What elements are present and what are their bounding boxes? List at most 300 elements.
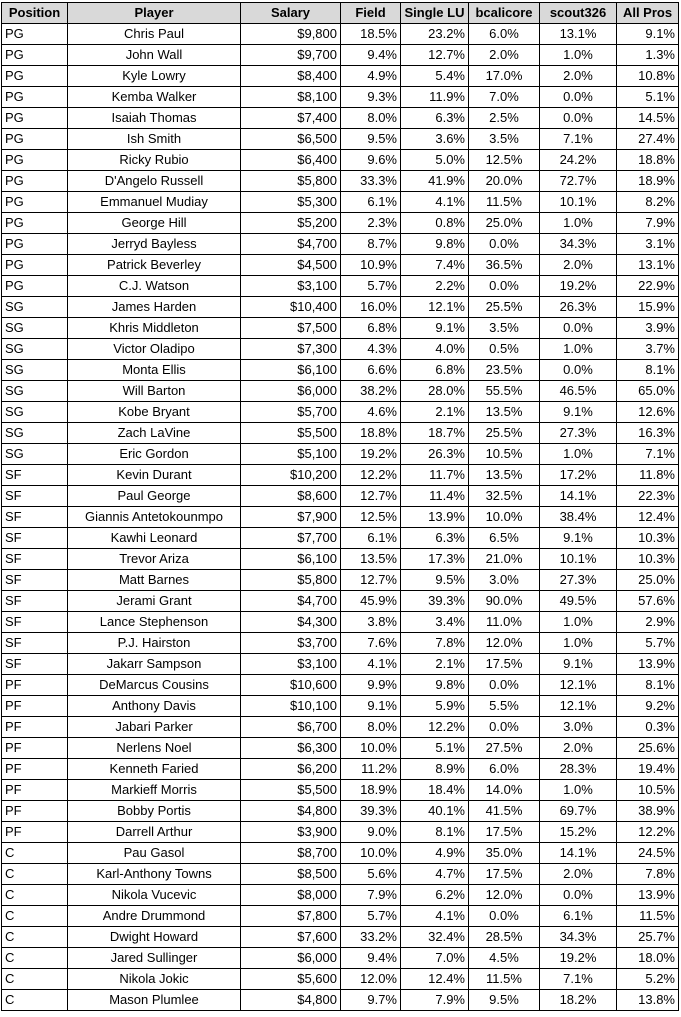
position-cell: PF [2, 717, 68, 738]
salary-cell: $4,300 [241, 612, 341, 633]
single-lu-cell: 39.3% [401, 591, 469, 612]
salary-cell: $3,100 [241, 276, 341, 297]
position-cell: SG [2, 402, 68, 423]
header-field: Field [341, 3, 401, 24]
bcalicore-cell: 12.5% [469, 150, 540, 171]
field-cell: 18.5% [341, 24, 401, 45]
all-pros-cell: 3.9% [617, 318, 679, 339]
player-cell: Monta Ellis [68, 360, 241, 381]
player-cell: Chris Paul [68, 24, 241, 45]
all-pros-cell: 13.9% [617, 654, 679, 675]
scout326-cell: 34.3% [540, 234, 617, 255]
all-pros-cell: 9.1% [617, 24, 679, 45]
single-lu-cell: 6.8% [401, 360, 469, 381]
salary-cell: $8,700 [241, 843, 341, 864]
player-cell: Jerami Grant [68, 591, 241, 612]
single-lu-cell: 5.1% [401, 738, 469, 759]
field-cell: 12.7% [341, 486, 401, 507]
single-lu-cell: 3.4% [401, 612, 469, 633]
scout326-cell: 6.1% [540, 906, 617, 927]
bcalicore-cell: 3.5% [469, 129, 540, 150]
bcalicore-cell: 41.5% [469, 801, 540, 822]
scout326-cell: 27.3% [540, 570, 617, 591]
position-cell: SF [2, 507, 68, 528]
single-lu-cell: 6.3% [401, 108, 469, 129]
field-cell: 12.5% [341, 507, 401, 528]
position-cell: PG [2, 234, 68, 255]
position-cell: SG [2, 444, 68, 465]
table-row [2, 339, 679, 360]
header-position: Position [2, 3, 68, 24]
position-cell: SG [2, 360, 68, 381]
field-cell: 13.5% [341, 549, 401, 570]
salary-cell: $5,700 [241, 402, 341, 423]
all-pros-cell: 13.8% [617, 990, 679, 1011]
field-cell: 9.5% [341, 129, 401, 150]
bcalicore-cell: 0.0% [469, 276, 540, 297]
player-cell: James Harden [68, 297, 241, 318]
scout326-cell: 1.0% [540, 633, 617, 654]
header-single-lu: Single LU [401, 3, 469, 24]
position-cell: PF [2, 801, 68, 822]
table-row [2, 612, 679, 633]
table-row [2, 717, 679, 738]
bcalicore-cell: 17.5% [469, 654, 540, 675]
player-cell: Giannis Antetokounmpo [68, 507, 241, 528]
single-lu-cell: 11.7% [401, 465, 469, 486]
salary-cell: $10,600 [241, 675, 341, 696]
position-cell: PF [2, 738, 68, 759]
field-cell: 11.2% [341, 759, 401, 780]
salary-cell: $7,800 [241, 906, 341, 927]
scout326-cell: 14.1% [540, 843, 617, 864]
field-cell: 5.6% [341, 864, 401, 885]
player-cell: P.J. Hairston [68, 633, 241, 654]
position-cell: SF [2, 570, 68, 591]
single-lu-cell: 12.4% [401, 969, 469, 990]
table-row [2, 738, 679, 759]
table-row [2, 486, 679, 507]
bcalicore-cell: 36.5% [469, 255, 540, 276]
all-pros-cell: 15.9% [617, 297, 679, 318]
player-cell: Nerlens Noel [68, 738, 241, 759]
all-pros-cell: 13.9% [617, 885, 679, 906]
player-cell: Ish Smith [68, 129, 241, 150]
player-cell: John Wall [68, 45, 241, 66]
position-cell: SG [2, 318, 68, 339]
position-cell: C [2, 906, 68, 927]
all-pros-cell: 7.8% [617, 864, 679, 885]
position-cell: C [2, 864, 68, 885]
player-cell: Kawhi Leonard [68, 528, 241, 549]
table-row [2, 759, 679, 780]
all-pros-cell: 1.3% [617, 45, 679, 66]
bcalicore-cell: 17.5% [469, 822, 540, 843]
salary-cell: $5,100 [241, 444, 341, 465]
player-cell: Kobe Bryant [68, 402, 241, 423]
scout326-cell: 1.0% [540, 444, 617, 465]
all-pros-cell: 10.5% [617, 780, 679, 801]
single-lu-cell: 17.3% [401, 549, 469, 570]
bcalicore-cell: 0.0% [469, 906, 540, 927]
single-lu-cell: 11.9% [401, 87, 469, 108]
field-cell: 9.4% [341, 45, 401, 66]
all-pros-cell: 5.7% [617, 633, 679, 654]
table-row [2, 570, 679, 591]
field-cell: 6.1% [341, 192, 401, 213]
player-cell: Trevor Ariza [68, 549, 241, 570]
table-row [2, 87, 679, 108]
single-lu-cell: 7.8% [401, 633, 469, 654]
position-cell: SG [2, 297, 68, 318]
all-pros-cell: 3.1% [617, 234, 679, 255]
field-cell: 10.0% [341, 843, 401, 864]
bcalicore-cell: 90.0% [469, 591, 540, 612]
scout326-cell: 14.1% [540, 486, 617, 507]
salary-cell: $7,300 [241, 339, 341, 360]
table-body [2, 24, 679, 1011]
table-row [2, 990, 679, 1011]
single-lu-cell: 40.1% [401, 801, 469, 822]
salary-cell: $3,900 [241, 822, 341, 843]
table-row [2, 633, 679, 654]
bcalicore-cell: 7.0% [469, 87, 540, 108]
all-pros-cell: 8.1% [617, 675, 679, 696]
table-row [2, 948, 679, 969]
player-cell: Darrell Arthur [68, 822, 241, 843]
field-cell: 45.9% [341, 591, 401, 612]
bcalicore-cell: 3.5% [469, 318, 540, 339]
bcalicore-cell: 9.5% [469, 990, 540, 1011]
all-pros-cell: 22.3% [617, 486, 679, 507]
ownership-table [1, 2, 679, 1011]
player-cell: Karl-Anthony Towns [68, 864, 241, 885]
player-cell: Jakarr Sampson [68, 654, 241, 675]
scout326-cell: 26.3% [540, 297, 617, 318]
bcalicore-cell: 25.5% [469, 297, 540, 318]
scout326-cell: 0.0% [540, 885, 617, 906]
position-cell: SF [2, 528, 68, 549]
scout326-cell: 0.0% [540, 87, 617, 108]
table-row [2, 927, 679, 948]
salary-cell: $8,500 [241, 864, 341, 885]
position-cell: C [2, 843, 68, 864]
table-row [2, 192, 679, 213]
header-salary: Salary [241, 3, 341, 24]
bcalicore-cell: 17.0% [469, 66, 540, 87]
table-row [2, 801, 679, 822]
player-cell: Jerryd Bayless [68, 234, 241, 255]
all-pros-cell: 2.9% [617, 612, 679, 633]
single-lu-cell: 18.7% [401, 423, 469, 444]
player-cell: Zach LaVine [68, 423, 241, 444]
field-cell: 16.0% [341, 297, 401, 318]
position-cell: PG [2, 192, 68, 213]
salary-cell: $9,700 [241, 45, 341, 66]
all-pros-cell: 5.2% [617, 969, 679, 990]
field-cell: 33.2% [341, 927, 401, 948]
all-pros-cell: 8.1% [617, 360, 679, 381]
position-cell: SF [2, 591, 68, 612]
table-row [2, 654, 679, 675]
scout326-cell: 34.3% [540, 927, 617, 948]
position-cell: PF [2, 822, 68, 843]
field-cell: 9.6% [341, 150, 401, 171]
single-lu-cell: 7.0% [401, 948, 469, 969]
bcalicore-cell: 0.5% [469, 339, 540, 360]
bcalicore-cell: 23.5% [469, 360, 540, 381]
all-pros-cell: 5.1% [617, 87, 679, 108]
bcalicore-cell: 25.5% [469, 423, 540, 444]
player-cell: Andre Drummond [68, 906, 241, 927]
bcalicore-cell: 11.5% [469, 969, 540, 990]
position-cell: PF [2, 675, 68, 696]
player-cell: D'Angelo Russell [68, 171, 241, 192]
table-row [2, 696, 679, 717]
scout326-cell: 9.1% [540, 654, 617, 675]
single-lu-cell: 26.3% [401, 444, 469, 465]
field-cell: 33.3% [341, 171, 401, 192]
player-cell: Kevin Durant [68, 465, 241, 486]
player-cell: George Hill [68, 213, 241, 234]
field-cell: 6.1% [341, 528, 401, 549]
all-pros-cell: 65.0% [617, 381, 679, 402]
all-pros-cell: 22.9% [617, 276, 679, 297]
single-lu-cell: 4.0% [401, 339, 469, 360]
player-cell: Kenneth Faried [68, 759, 241, 780]
player-cell: Nikola Jokic [68, 969, 241, 990]
scout326-cell: 69.7% [540, 801, 617, 822]
salary-cell: $7,500 [241, 318, 341, 339]
salary-cell: $10,400 [241, 297, 341, 318]
player-cell: Ricky Rubio [68, 150, 241, 171]
table-row [2, 864, 679, 885]
bcalicore-cell: 27.5% [469, 738, 540, 759]
player-cell: Emmanuel Mudiay [68, 192, 241, 213]
table-row [2, 381, 679, 402]
field-cell: 2.3% [341, 213, 401, 234]
salary-cell: $8,000 [241, 885, 341, 906]
bcalicore-cell: 0.0% [469, 234, 540, 255]
player-cell: Anthony Davis [68, 696, 241, 717]
bcalicore-cell: 21.0% [469, 549, 540, 570]
salary-cell: $5,800 [241, 171, 341, 192]
bcalicore-cell: 10.0% [469, 507, 540, 528]
bcalicore-cell: 32.5% [469, 486, 540, 507]
field-cell: 18.8% [341, 423, 401, 444]
scout326-cell: 2.0% [540, 864, 617, 885]
player-cell: Isaiah Thomas [68, 108, 241, 129]
salary-cell: $6,300 [241, 738, 341, 759]
field-cell: 12.2% [341, 465, 401, 486]
field-cell: 9.1% [341, 696, 401, 717]
bcalicore-cell: 28.5% [469, 927, 540, 948]
single-lu-cell: 12.2% [401, 717, 469, 738]
all-pros-cell: 18.8% [617, 150, 679, 171]
salary-cell: $10,100 [241, 696, 341, 717]
all-pros-cell: 10.3% [617, 528, 679, 549]
single-lu-cell: 28.0% [401, 381, 469, 402]
all-pros-cell: 18.9% [617, 171, 679, 192]
position-cell: C [2, 927, 68, 948]
scout326-cell: 1.0% [540, 45, 617, 66]
all-pros-cell: 12.4% [617, 507, 679, 528]
field-cell: 39.3% [341, 801, 401, 822]
field-cell: 12.7% [341, 570, 401, 591]
bcalicore-cell: 0.0% [469, 717, 540, 738]
all-pros-cell: 25.6% [617, 738, 679, 759]
field-cell: 9.7% [341, 990, 401, 1011]
salary-cell: $4,800 [241, 801, 341, 822]
salary-cell: $10,200 [241, 465, 341, 486]
field-cell: 9.0% [341, 822, 401, 843]
single-lu-cell: 11.4% [401, 486, 469, 507]
field-cell: 9.9% [341, 675, 401, 696]
bcalicore-cell: 11.0% [469, 612, 540, 633]
player-cell: Matt Barnes [68, 570, 241, 591]
table-row [2, 528, 679, 549]
all-pros-cell: 3.7% [617, 339, 679, 360]
table-row [2, 255, 679, 276]
single-lu-cell: 9.5% [401, 570, 469, 591]
table-row [2, 885, 679, 906]
single-lu-cell: 9.8% [401, 675, 469, 696]
single-lu-cell: 8.9% [401, 759, 469, 780]
all-pros-cell: 18.0% [617, 948, 679, 969]
scout326-cell: 9.1% [540, 402, 617, 423]
table-row [2, 24, 679, 45]
salary-cell: $5,300 [241, 192, 341, 213]
scout326-cell: 1.0% [540, 780, 617, 801]
field-cell: 38.2% [341, 381, 401, 402]
all-pros-cell: 8.2% [617, 192, 679, 213]
scout326-cell: 19.2% [540, 276, 617, 297]
scout326-cell: 28.3% [540, 759, 617, 780]
table-row [2, 45, 679, 66]
bcalicore-cell: 3.0% [469, 570, 540, 591]
table-row [2, 297, 679, 318]
single-lu-cell: 13.9% [401, 507, 469, 528]
table-row [2, 129, 679, 150]
table-row [2, 465, 679, 486]
scout326-cell: 2.0% [540, 66, 617, 87]
scout326-cell: 13.1% [540, 24, 617, 45]
header-all-pros: All Pros [617, 3, 679, 24]
bcalicore-cell: 2.0% [469, 45, 540, 66]
player-cell: Markieff Morris [68, 780, 241, 801]
field-cell: 9.4% [341, 948, 401, 969]
single-lu-cell: 12.7% [401, 45, 469, 66]
table-row [2, 969, 679, 990]
scout326-cell: 15.2% [540, 822, 617, 843]
scout326-cell: 1.0% [540, 213, 617, 234]
field-cell: 7.6% [341, 633, 401, 654]
single-lu-cell: 6.2% [401, 885, 469, 906]
bcalicore-cell: 12.0% [469, 885, 540, 906]
position-cell: PG [2, 87, 68, 108]
field-cell: 7.9% [341, 885, 401, 906]
scout326-cell: 0.0% [540, 360, 617, 381]
salary-cell: $6,100 [241, 360, 341, 381]
position-cell: C [2, 990, 68, 1011]
table-row [2, 318, 679, 339]
header-row [2, 3, 679, 24]
salary-cell: $5,800 [241, 570, 341, 591]
salary-cell: $6,000 [241, 948, 341, 969]
all-pros-cell: 38.9% [617, 801, 679, 822]
all-pros-cell: 12.2% [617, 822, 679, 843]
player-cell: Kyle Lowry [68, 66, 241, 87]
table-row [2, 549, 679, 570]
field-cell: 6.6% [341, 360, 401, 381]
position-cell: PF [2, 780, 68, 801]
scout326-cell: 0.0% [540, 318, 617, 339]
all-pros-cell: 10.3% [617, 549, 679, 570]
header-player: Player [68, 3, 241, 24]
single-lu-cell: 4.1% [401, 906, 469, 927]
position-cell: PF [2, 696, 68, 717]
bcalicore-cell: 6.5% [469, 528, 540, 549]
bcalicore-cell: 35.0% [469, 843, 540, 864]
table-row [2, 108, 679, 129]
position-cell: SF [2, 549, 68, 570]
single-lu-cell: 0.8% [401, 213, 469, 234]
table-row [2, 591, 679, 612]
scout326-cell: 38.4% [540, 507, 617, 528]
all-pros-cell: 7.1% [617, 444, 679, 465]
scout326-cell: 9.1% [540, 528, 617, 549]
table-row [2, 822, 679, 843]
bcalicore-cell: 13.5% [469, 402, 540, 423]
bcalicore-cell: 55.5% [469, 381, 540, 402]
scout326-cell: 24.2% [540, 150, 617, 171]
salary-cell: $6,200 [241, 759, 341, 780]
bcalicore-cell: 25.0% [469, 213, 540, 234]
scout326-cell: 10.1% [540, 549, 617, 570]
scout326-cell: 17.2% [540, 465, 617, 486]
table-row [2, 444, 679, 465]
table-row [2, 675, 679, 696]
position-cell: PG [2, 129, 68, 150]
player-cell: Nikola Vucevic [68, 885, 241, 906]
field-cell: 10.0% [341, 738, 401, 759]
salary-cell: $3,700 [241, 633, 341, 654]
single-lu-cell: 41.9% [401, 171, 469, 192]
field-cell: 19.2% [341, 444, 401, 465]
field-cell: 5.7% [341, 906, 401, 927]
all-pros-cell: 12.6% [617, 402, 679, 423]
bcalicore-cell: 5.5% [469, 696, 540, 717]
salary-cell: $4,500 [241, 255, 341, 276]
bcalicore-cell: 14.0% [469, 780, 540, 801]
salary-cell: $7,900 [241, 507, 341, 528]
position-cell: SF [2, 486, 68, 507]
player-cell: Victor Oladipo [68, 339, 241, 360]
position-cell: PG [2, 24, 68, 45]
scout326-cell: 2.0% [540, 255, 617, 276]
bcalicore-cell: 20.0% [469, 171, 540, 192]
position-cell: SF [2, 633, 68, 654]
bcalicore-cell: 0.0% [469, 675, 540, 696]
field-cell: 10.9% [341, 255, 401, 276]
single-lu-cell: 4.1% [401, 192, 469, 213]
header-bcalicore: bcalicore [469, 3, 540, 24]
position-cell: PG [2, 255, 68, 276]
table-row [2, 171, 679, 192]
single-lu-cell: 5.0% [401, 150, 469, 171]
all-pros-cell: 13.1% [617, 255, 679, 276]
player-cell: Eric Gordon [68, 444, 241, 465]
